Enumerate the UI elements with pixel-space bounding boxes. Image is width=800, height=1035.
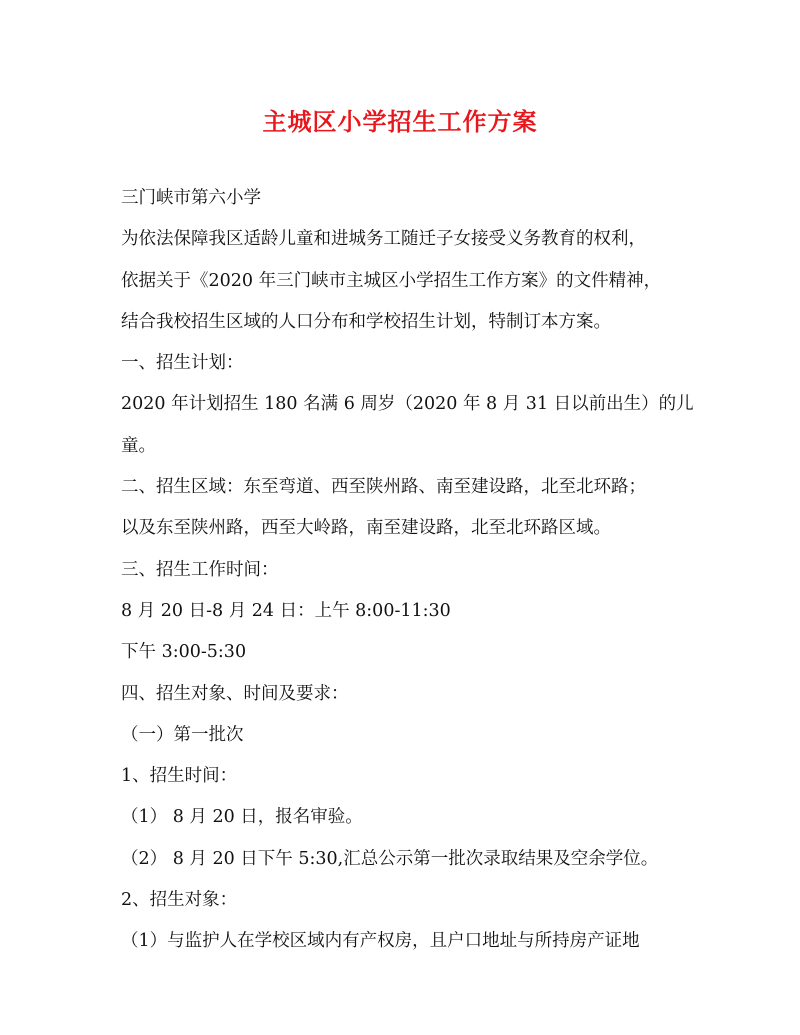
school-name-line: 三门峡市第六小学: [121, 188, 261, 208]
section-heading: 一、招生计划：: [121, 353, 244, 374]
paragraph-line: 2020 年计划招生 180 名满 6 周岁（2020 年 8 月 31 日以前出生）的儿: [121, 394, 694, 415]
paragraph-line: 结合我校招生区域的人口分布和学校招生计划，特制订本方案。: [121, 311, 611, 332]
list-heading: 1、招生时间：: [121, 766, 238, 787]
section-heading: 二、招生区域：东至弯道、西至陕州路、南至建设路，北至北环路；: [121, 477, 646, 498]
document-title: 主城区小学招生工作方案: [262, 107, 538, 136]
paragraph-line: 童。: [121, 435, 156, 456]
paragraph-line: 以及东至陕州路，西至大岭路，南至建设路，北至北环路区域。: [121, 518, 611, 539]
paragraph-line: 下午 3:00-5:30: [121, 642, 247, 663]
section-heading: 三、招生工作时间：: [121, 559, 279, 580]
list-item: （2） 8 月 20 日下午 5:30,汇总公示第一批次录取结果及空余学位。: [121, 848, 659, 869]
list-item: （1）与监护人在学校区域内有产权房，且户口地址与所持房产证地: [121, 931, 640, 952]
list-heading: 2、招生对象：: [121, 890, 238, 911]
section-heading: 四、招生对象、时间及要求：: [121, 683, 349, 704]
document-body: [121, 178, 694, 963]
paragraph-line: 8 月 20 日-8 月 24 日：上午 8:00-11:30: [121, 600, 451, 621]
list-item: （1） 8 月 20 日，报名审验。: [121, 807, 363, 828]
paragraph-line: 依据关于《2020 年三门峡市主城区小学招生工作方案》的文件精神，: [121, 270, 662, 291]
subsection-heading: （一）第一批次: [121, 724, 244, 745]
paragraph-line: 为依法保障我区适龄儿童和进城务工随迁子女接受义务教育的权利，: [121, 229, 646, 250]
